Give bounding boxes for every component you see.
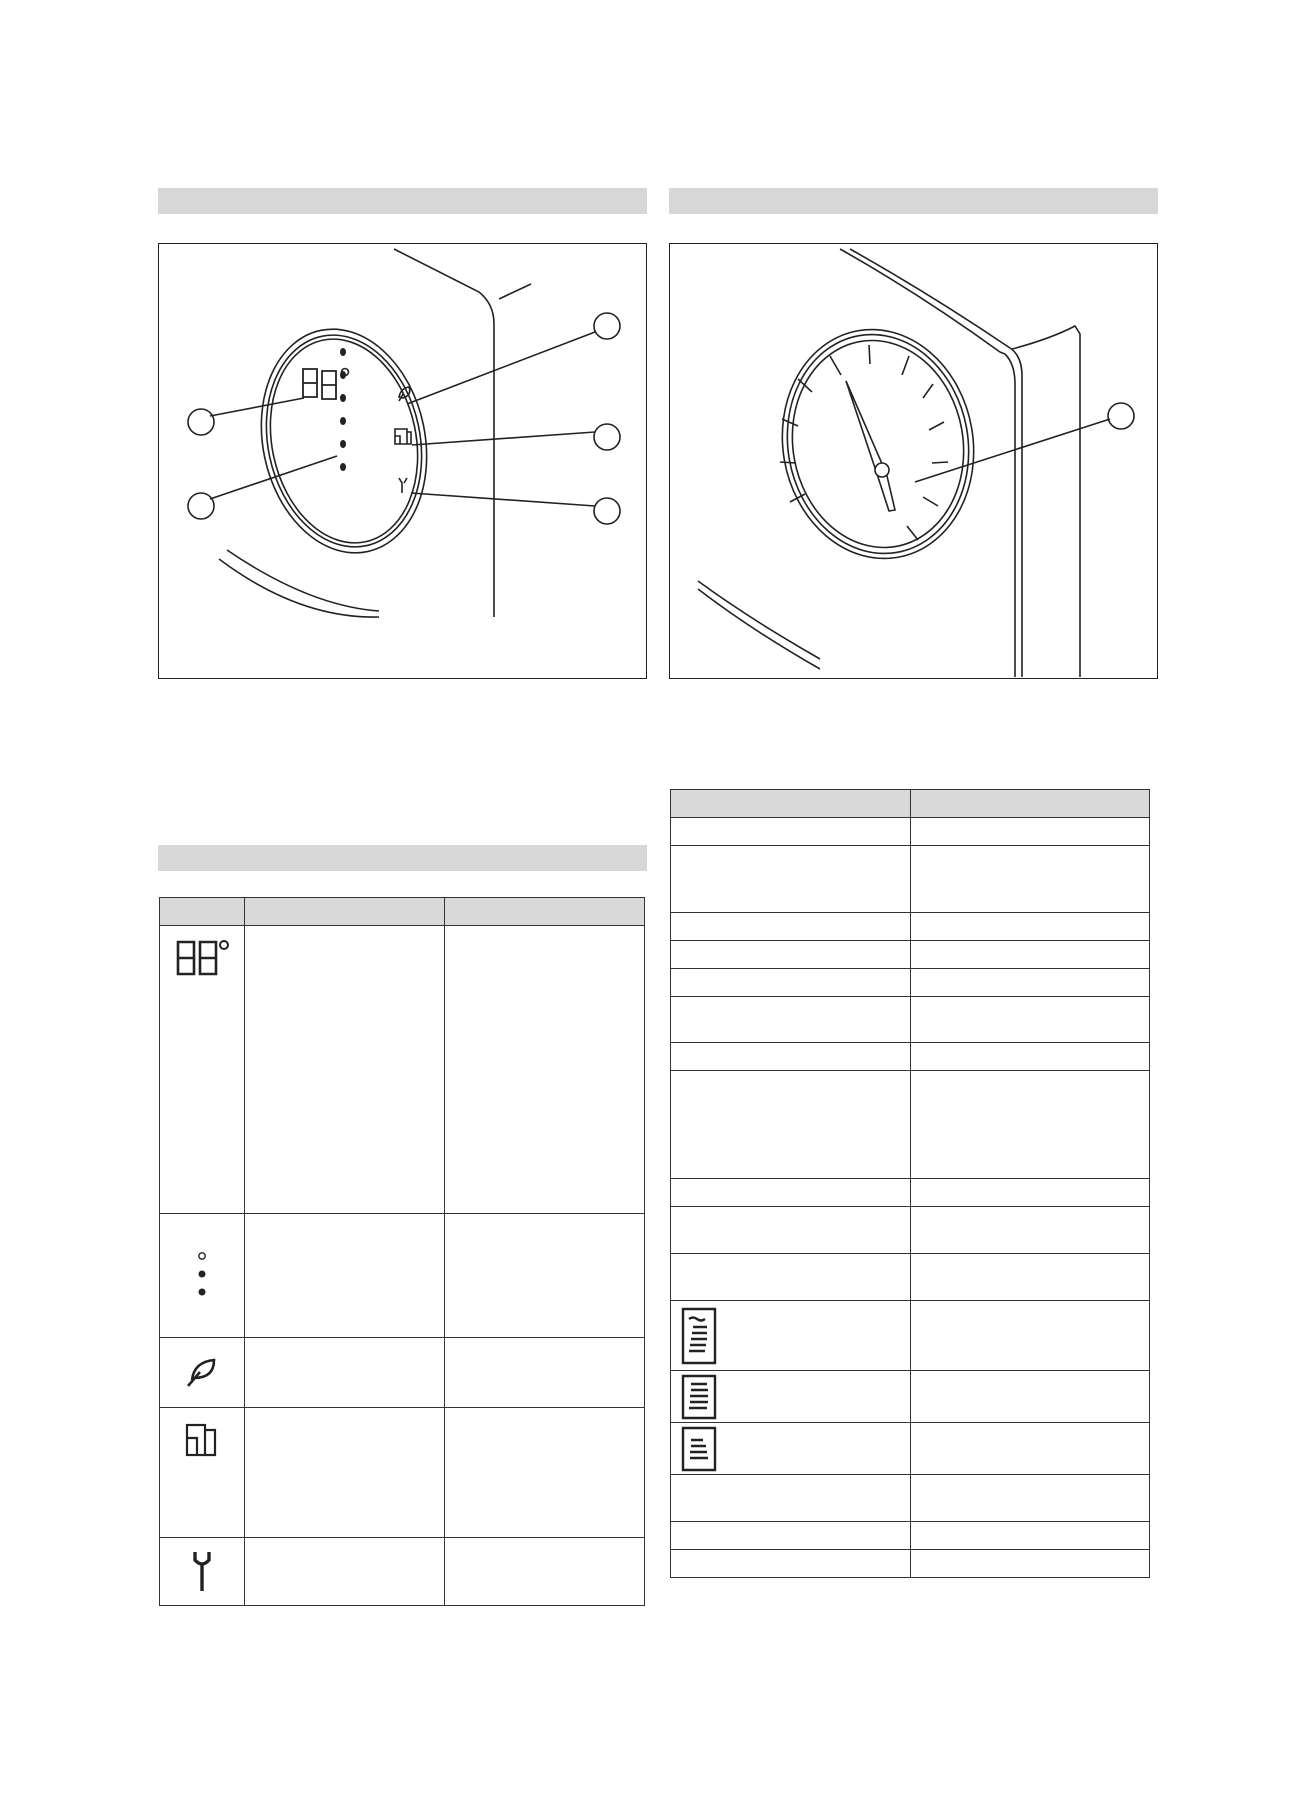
icon-cell (671, 1301, 911, 1371)
column-header (911, 790, 1150, 818)
table-cell (911, 1043, 1150, 1071)
device-illustration (159, 244, 645, 677)
table-row (160, 1538, 645, 1606)
table-cell (445, 1408, 645, 1538)
table-row (671, 1301, 1150, 1371)
column-header (160, 898, 245, 926)
table-cell (911, 818, 1150, 846)
eco-leaf-icon (182, 1352, 222, 1392)
gauge-illustration (670, 244, 1156, 677)
table-row (671, 1207, 1150, 1254)
table-cell (671, 913, 911, 941)
table-cell (911, 1071, 1150, 1179)
table-row (160, 1214, 645, 1338)
icon-cell (160, 1538, 245, 1606)
section-header-right (669, 188, 1158, 214)
table-cell (911, 1550, 1150, 1578)
table-cell (911, 1423, 1150, 1475)
column-header (245, 898, 445, 926)
table-row (671, 1423, 1150, 1475)
table-cell (671, 1522, 911, 1550)
figure-analog-gauge (669, 243, 1158, 679)
icon-cell (160, 926, 245, 1214)
table-cell (245, 1338, 445, 1408)
icon-cell (160, 1338, 245, 1408)
tank-level-icon (679, 1374, 719, 1420)
table-cell (911, 1522, 1150, 1550)
table-cell (671, 1179, 911, 1207)
table-row (671, 846, 1150, 913)
table-cell (911, 969, 1150, 997)
table-cell (445, 1214, 645, 1338)
table-cell (911, 1207, 1150, 1254)
status-dots-icon (340, 348, 346, 471)
callout-3 (594, 313, 620, 339)
table-cell (671, 1071, 911, 1179)
table-row (671, 941, 1150, 969)
table-header-row (671, 790, 1150, 818)
table-cell (245, 1214, 445, 1338)
table-cell (671, 1254, 911, 1301)
table-cell (911, 1301, 1150, 1371)
table-cell (445, 1338, 645, 1408)
table-cell (671, 846, 911, 913)
table-cell (671, 818, 911, 846)
table-cell (911, 1475, 1150, 1522)
icon-cell (671, 1423, 911, 1475)
callout-5 (594, 498, 620, 524)
column-header (671, 790, 911, 818)
table-row (671, 1071, 1150, 1179)
table-cell (911, 913, 1150, 941)
table-row (671, 913, 1150, 941)
table-cell (911, 1179, 1150, 1207)
table-row (160, 1408, 645, 1538)
table-cell (445, 1538, 645, 1606)
table-cell (671, 1207, 911, 1254)
table-row (160, 1338, 645, 1408)
wrench-icon (187, 1548, 217, 1594)
parameter-table (670, 789, 1150, 1578)
callout-2 (188, 493, 214, 519)
indicator-table (159, 897, 645, 1606)
table-row (160, 926, 645, 1214)
table-cell (911, 997, 1150, 1043)
table-cell (671, 1043, 911, 1071)
table-row (671, 818, 1150, 846)
table-cell (671, 1475, 911, 1522)
table-cell (245, 1408, 445, 1538)
tank-level-low-icon (679, 1426, 719, 1472)
table-cell (671, 941, 911, 969)
tank-full-icon (679, 1305, 719, 1367)
status-dots-icon (192, 1251, 212, 1301)
table-row (671, 1371, 1150, 1423)
icon-cell (160, 1408, 245, 1538)
table-row (671, 969, 1150, 997)
section-header-lower-left (158, 845, 647, 871)
seven-segment-88-icon (172, 938, 232, 982)
table-cell (671, 969, 911, 997)
table-row (671, 1179, 1150, 1207)
table-cell (245, 926, 445, 1214)
table-row (671, 1475, 1150, 1522)
table-row (671, 997, 1150, 1043)
table-cell (911, 941, 1150, 969)
table-cell (445, 926, 645, 1214)
figure-digital-display (158, 243, 647, 679)
table-row (671, 1550, 1150, 1578)
section-header-left (158, 188, 647, 214)
icon-cell (160, 1214, 245, 1338)
table-row (671, 1254, 1150, 1301)
table-row (671, 1522, 1150, 1550)
table-cell (911, 846, 1150, 913)
table-cell (671, 997, 911, 1043)
hot-water-tank-icon (182, 1420, 222, 1460)
column-header (445, 898, 645, 926)
table-cell (911, 1254, 1150, 1301)
table-header-row (160, 898, 645, 926)
table-cell (245, 1538, 445, 1606)
table-cell (671, 1550, 911, 1578)
callout-1 (1108, 403, 1134, 429)
callout-4 (594, 424, 620, 450)
table-cell (911, 1371, 1150, 1423)
callout-1 (188, 409, 214, 435)
icon-cell (671, 1371, 911, 1423)
table-row (671, 1043, 1150, 1071)
